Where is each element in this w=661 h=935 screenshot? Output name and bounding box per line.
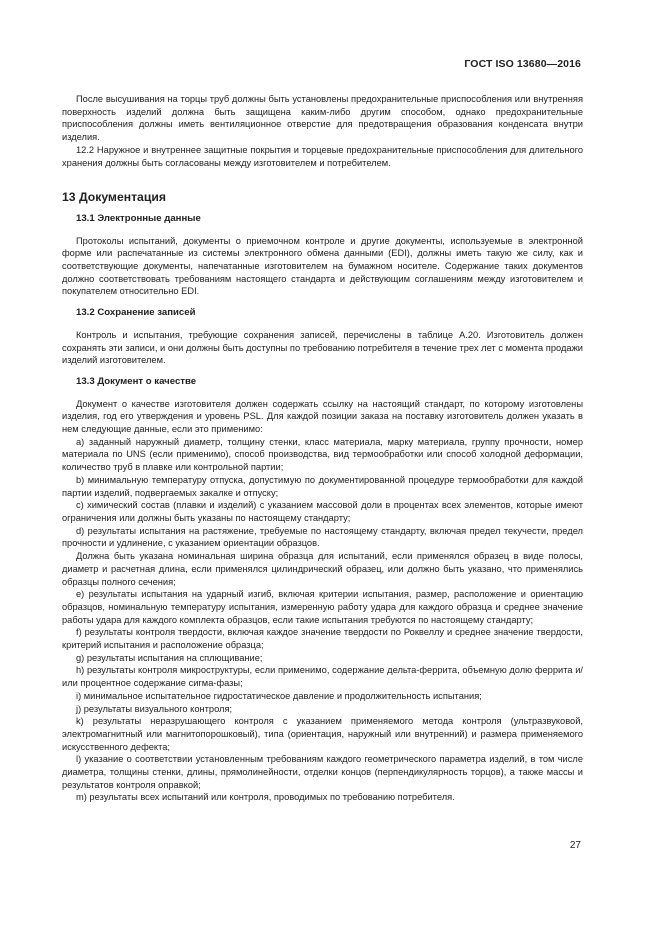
list-item: j) результаты визуального контроля; xyxy=(76,703,233,714)
list-item: i) минимальное испытательное гидростатическое давление и продолжительность испытания; xyxy=(76,690,482,701)
list-item: а) заданный наружный диаметр, толщину стенки, класс материала, марку материала, группу прочности, номер материала по UNS (если применимо), способ производства, вид термообработки или способ холодной деформации, количество труб в плавке или контрольной партии; xyxy=(62,436,583,473)
list-item: l) указание о соответствии установленным требованиям каждого геометрического параметра изделий, в том числе диаметра, толщины стенки, длины, прямолинейности, отделки концов (перпендикулярность торцов), а также массы и результатов контроля оправкой; xyxy=(62,754,583,790)
list-item: f) результаты контроля твердости, включая каждое значение твердости по Роквеллу и среднее значение твердости, критерий испытания и расположение образца; xyxy=(62,627,583,651)
list-item: g) результаты испытания на сплющивание; xyxy=(76,652,263,663)
list-item: m) результаты всех испытаний или контроля, проводимых по требованию потребителя. xyxy=(76,792,455,803)
page-number: 27 xyxy=(569,840,581,851)
subsection-13-3-title: 13.3 Документ о качестве xyxy=(76,375,197,387)
list-item: с) химический состав (плавки и изделий) с указанием массовой доли в процентах всех элементов, которые имеют ограничения или должны быть указаны по настоящему стандарту; xyxy=(62,500,583,523)
list-item: b) минимальную температуру отпуска, допустимую по документированной процедуре термообработки для каждой партии изделий, подвергаемых закалке и отпуску; xyxy=(62,474,583,498)
intro-paragraph-2: 12.2 Наружное и внутреннее защитные покрытия и торцевые предохранительные приспособления для длительного хранения должны быть согласованы между изготовителем и потребителем. xyxy=(62,144,583,168)
list-item: е) результаты испытания на ударный изгиб, включая критерии испытания, размер, расположение и ориентацию образцов, номинальную температуру испытания, измеренную работу удара для каждого образца и среднее значение работы удара для каждого комплекта образцов, если такие испытания требуются по настоящему стандарту; xyxy=(62,589,583,625)
subsection-13-3-intro: Документ о качестве изготовителя должен содержать ссылку на настоящий стандарт, по которому изготовлены изделия, год его утверждения и уровень PSL. Для каждой позиции заказа на поставку изготовитель должен указать в нем следующие данные, если это применимо: xyxy=(62,398,583,435)
list-item: d) результаты испытания на растяжение, требуемые по настоящему стандарту, включая предел текучести, предел прочности и удлинение, с указанием ориентации образцов. xyxy=(62,525,583,549)
subsection-13-2-text: Контроль и испытания, требующие сохранения записей, перечислены в таблице A.20. Изготовитель должен сохранять эти записи, и они должны быть доступны по требованию потребителя в течение трех лет с момента продажи изделий изготовителем. xyxy=(62,329,583,366)
list-item: Должна быть указана номинальная ширина образца для испытаний, если применялся образец в виде полосы, диаметр и расчетная длина, если применялся цилиндрический образец, или должно быть указано, что применялись образцы полного сечения; xyxy=(62,551,583,587)
subsection-13-1-title: 13.1 Электронные данные xyxy=(76,212,201,224)
page-content xyxy=(62,93,583,804)
document-code: ГОСТ ISO 13680—2016 xyxy=(464,58,581,70)
list-item: h) результаты контроля микроструктуры, если применимо, содержание дельта-феррита, объемную долю феррита и/или процентное содержание сигма-фазы; xyxy=(62,665,583,689)
list-item: k) результаты неразрушающего контроля с указанием применяемого метода контроля (ультразвуковой, электромагнитный или магнитопорошковый), типа (ориентация, наружный или внутренний) и размера применяемого искусственного дефекта; xyxy=(62,716,583,752)
subsection-13-1-text: Протоколы испытаний, документы о приемочном контроле и другие документы, используемые в электронной форме или распечатанные из системы электронного обмена данными (EDI), должны иметь такую же силу, как и соответствующие документы, напечатанные изготовителем на бумажном носителе. Содержание таких документов должно соответствовать требованиям настоящего стандарта и действующим соглашениям между изготовителем и покупателем относительно EDI. xyxy=(62,235,583,297)
subsection-13-2-title: 13.2 Сохранение записей xyxy=(76,307,196,319)
section-13-title: 13 Документация xyxy=(62,190,166,205)
intro-paragraph-1: После высушивания на торцы труб должны быть установлены предохранительные приспособления или внутренняя поверхность изделий должна быть защищена каким-либо другим способом, однако предохранительные приспособления должны иметь вентиляционное отверстие для предотвращения образования конденсата внутри изделия. xyxy=(62,94,583,143)
